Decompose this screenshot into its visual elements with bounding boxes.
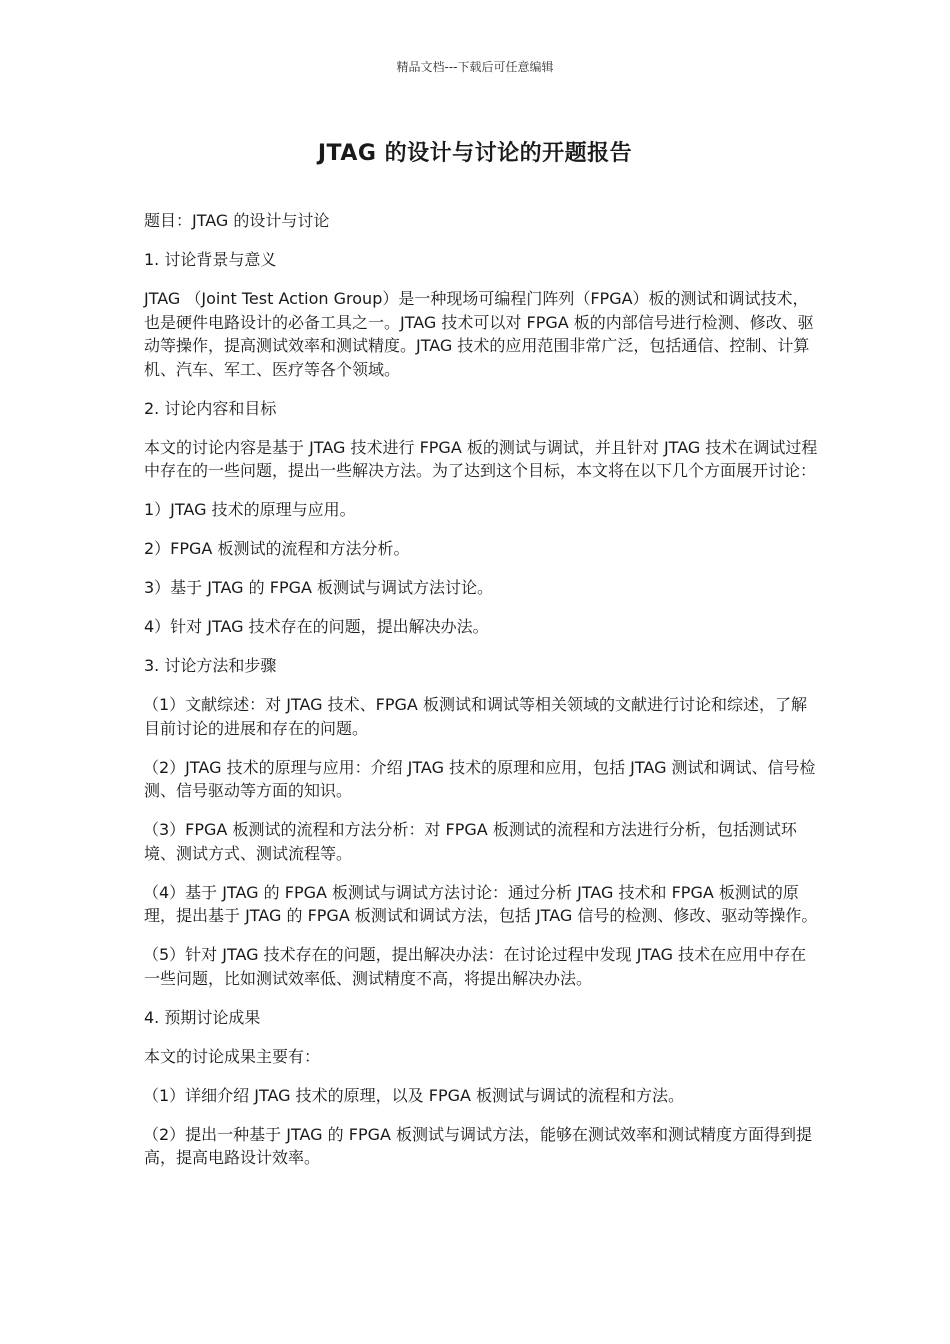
list-item: 2）FPGA 板测试的流程和方法分析。: [144, 539, 410, 558]
list-item: （2）JTAG 技术的原理与应用：介绍 JTAG 技术的原理和应用，包括 JTAG 测试和调试、信号检测、信号驱动等方面的知识。: [143, 757, 816, 800]
document-body: [144, 209, 820, 1185]
section-heading-background: 1. 讨论背景与意义: [144, 250, 277, 269]
list-item: 1）JTAG 技术的原理与应用。: [144, 500, 356, 519]
list-item: （5）针对 JTAG 技术存在的问题，提出解决办法：在讨论过程中发现 JTAG 技术在应用中存在一些问题，比如测试效率低、测试精度不高，将提出解决办法。: [143, 945, 807, 988]
list-item: （1）详细介绍 JTAG 技术的原理，以及 FPGA 板测试与调试的流程和方法。: [143, 1085, 685, 1105]
list-item: 4）针对 JTAG 技术存在的问题，提出解决办法。: [144, 617, 489, 636]
list-item: 3）基于 JTAG 的 FPGA 板测试与调试方法讨论。: [144, 578, 494, 597]
paragraph: 本文的讨论内容是基于 JTAG 技术进行 FPGA 板的测试与调试，并且针对 JTAG 技术在调试过程中存在的一些问题，提出一些解决方法。为了达到这个目标，本文将在以下几个方面展开讨论：: [144, 437, 818, 480]
document-title: JTAG 的设计与讨论的开题报告: [317, 141, 633, 166]
list-item: （3）FPGA 板测试的流程和方法分析：对 FPGA 板测试的流程和方法进行分析，包括测试环境、测试方式、测试流程等。: [143, 820, 797, 863]
section-heading-method: 3. 讨论方法和步骤: [144, 656, 277, 675]
section-heading-results: 4. 预期讨论成果: [144, 1007, 261, 1027]
paragraph: 本文的讨论成果主要有：: [144, 1046, 321, 1066]
topic-line: 题目：JTAG 的设计与讨论: [144, 211, 330, 230]
paragraph: JTAG （Joint Test Action Group）是一种现场可编程门阵列（FPGA）板的测试和调试技术，也是硬件电路设计的必备工具之一。JTAG 技术可以对 FPGA 板的内部信号进行检测、修改、驱动等操作，提高测试效率和测试精度。JTAG 技术的应用范围非常广泛，包括通信、控制、计算机、汽车、军工、医疗等各个领域。: [144, 289, 814, 379]
list-item: （1）文献综述：对 JTAG 技术、FPGA 板测试和调试等相关领域的文献进行讨论和综述，了解目前讨论的进展和存在的问题。: [143, 695, 807, 738]
list-item: （2）提出一种基于 JTAG 的 FPGA 板测试与调试方法，能够在测试效率和测试精度方面得到提高，提高电路设计效率。: [143, 1124, 813, 1167]
page-header: 精品文档---下载后可任意编辑: [396, 60, 554, 74]
section-heading-content: 2. 讨论内容和目标: [144, 398, 277, 418]
list-item: （4）基于 JTAG 的 FPGA 板测试与调试方法讨论：通过分析 JTAG 技术和 FPGA 板测试的原理，提出基于 JTAG 的 FPGA 板测试和调试方法，包括 JTAG 信号的检测、修改、驱动等操作。: [143, 882, 818, 925]
